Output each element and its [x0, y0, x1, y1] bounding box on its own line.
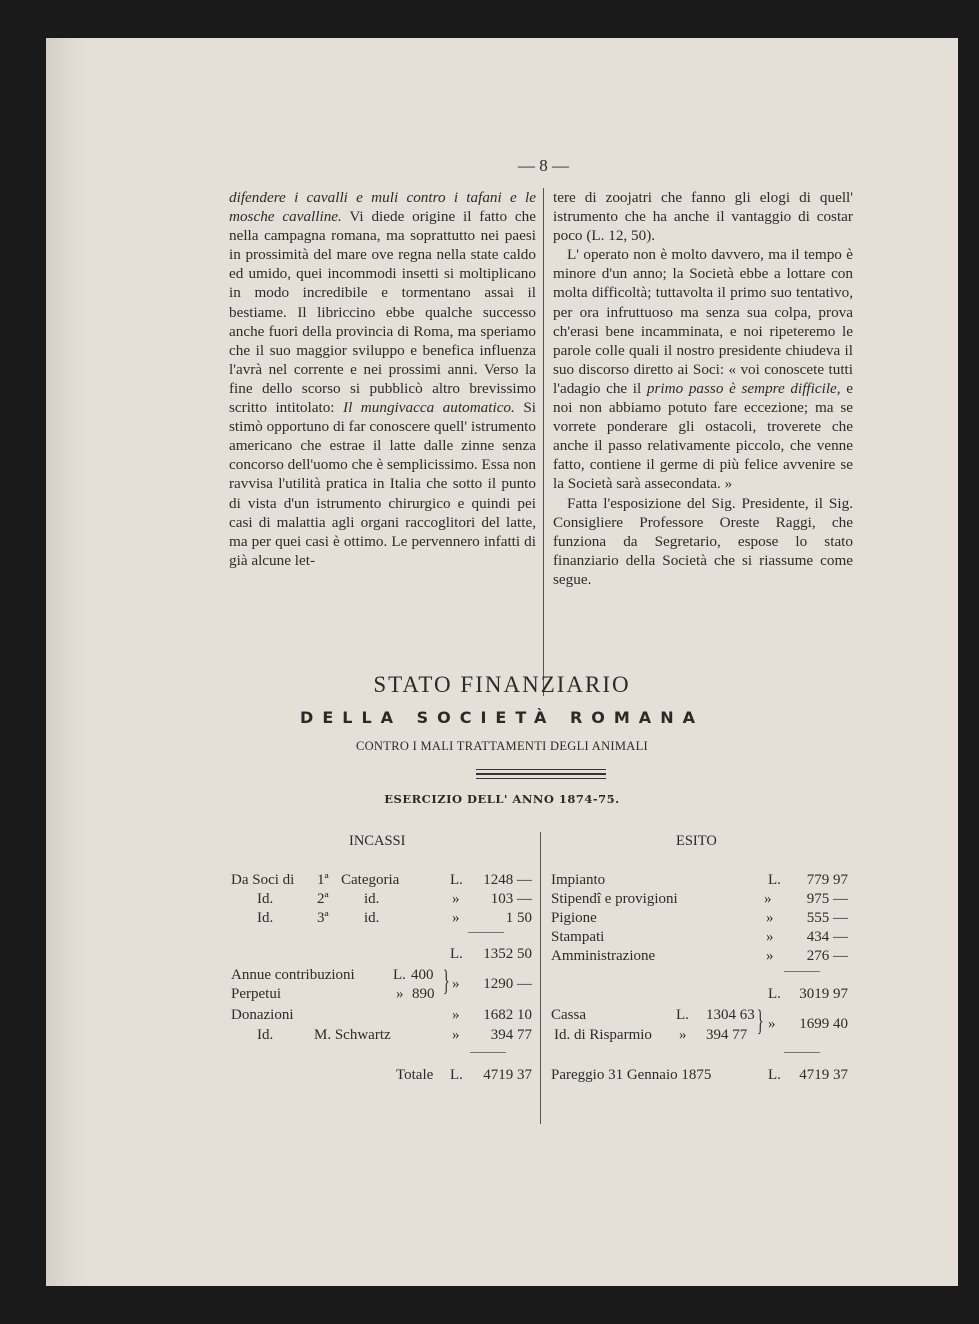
body-text: L' operato non è molto davvero, ma il tempo è minore d'un anno; la Società ebbe a lottare con molta difficoltà; tuttavolta il primo suo tentativo, per ora infruttuoso ma senza sua colpa, prova ch'erasi bene incamminata, e noi ripeteremo le parole colle quali il nostro presidente chiudeva il suo discorso diretto ai Soci: « voi conoscete tutti l'adagio che il: [553, 246, 853, 397]
sum-rule: ———: [784, 1044, 820, 1058]
donazioni-label: Donazioni: [231, 1007, 294, 1023]
paragraph: [553, 494, 853, 589]
brace: }: [442, 964, 450, 997]
esito-row-amount: 434 —: [806, 929, 848, 945]
pareggio-label: Pareggio 31 Gennaio 1875: [551, 1067, 712, 1083]
donazioni-amount: 1682 10: [483, 1007, 532, 1023]
contrib-currency: »: [452, 976, 460, 992]
cash-total: 1699 40: [799, 1016, 848, 1032]
totale-label: Totale: [396, 1067, 434, 1083]
pareggio-total: 4719 37: [799, 1067, 848, 1083]
annue-amount: 400: [411, 967, 434, 983]
esito-row-amount: 555 —: [806, 910, 848, 926]
pareggio-currency: L.: [768, 1067, 781, 1083]
cassa-label: Cassa: [551, 1007, 586, 1023]
esito-row-amount: 276 —: [806, 948, 848, 964]
paragraph: [553, 188, 853, 245]
perpetui-label: Perpetui: [231, 986, 281, 1002]
donazioni-currency: »: [452, 1007, 460, 1023]
cash-currency: »: [768, 1016, 776, 1032]
body-text: tere di zoojatri che fanno gli elogi di quell' istrumento che ha anche il vantaggio di costar poco (L. 12, 50).: [553, 189, 853, 245]
perpetui-currency: »: [396, 986, 404, 1002]
esito-row-label: Stampati: [551, 929, 605, 945]
incassi-row-amount: 1248 —: [483, 872, 532, 888]
body-text: Vi diede origine il fatto che nella campagna romana, ma soprattutto nei paesi in prossimità del mare ove regna nella state caldo ed umido, quei incommodi insetti si moltiplicano in modo incredibile e tormentano assai il bestiame. Il libriccino ebbe qualche successo anche fuori della provincia di Roma, ma speriamo che il suo maggior sviluppo e benefica influenza l'avrà nel corrente e nei prossimi anni. Verso la fine dello scorso si pubblicò altro brevissimo scritto intitolato:: [229, 208, 536, 417]
esito-header: ESITO: [676, 833, 717, 849]
left-text-column: [229, 188, 536, 570]
incassi-row-label: Id.: [257, 891, 274, 907]
annue-currency: L.: [393, 967, 406, 983]
decorative-rule: [476, 769, 606, 770]
esito-row-amount: 779 97: [806, 872, 848, 888]
italic-text: Il mungivacca automatico.: [343, 399, 515, 417]
incassi-row-type: Categoria: [341, 872, 400, 888]
esito-row-label: Stipendî e provigioni: [551, 891, 678, 907]
incassi-row-amount: 1 50: [505, 910, 532, 926]
cassa-currency: L.: [676, 1007, 689, 1023]
report-title: STATO FINANZIARIO: [373, 672, 631, 697]
incassi-row-cat: 2ª: [317, 891, 329, 907]
esito-row-currency: »: [766, 929, 774, 945]
page-number: — 8 —: [518, 156, 569, 175]
esito-row-currency: L.: [768, 872, 781, 888]
incassi-row-currency: »: [452, 891, 460, 907]
annue-contribuzioni-label: Annue contribuzioni: [231, 967, 355, 983]
incassi-row-type: id.: [364, 910, 380, 926]
incassi-row-currency: »: [452, 910, 460, 926]
incassi-row-cat: 1ª: [317, 872, 329, 888]
italic-text: difendere i cavalli e muli contro i tafani e le mosche cavalline.: [229, 189, 536, 226]
schwartz-currency: »: [452, 1027, 460, 1043]
incassi-row-currency: L.: [450, 872, 463, 888]
sum-rule: ———: [470, 1044, 506, 1058]
schwartz-amount: 394 77: [490, 1027, 532, 1043]
page-binding-shadow: [46, 38, 86, 1286]
esito-subtotal: 3019 97: [799, 986, 848, 1002]
esito-row-currency: »: [766, 910, 774, 926]
body-text: Si stimò opportuno di far conoscere quell' istrumento americano che estrae il latte dalle zinne senza concorso dell'uomo che è semplicissimo. Essa non ravvisa l'utilità pratica in Italia che sotto il punto di vista d'un istrumento chirurgico e quindi pei casi di malattia agli organi raccoglitori del latte, ma per quei casi è ottimo. Le pervennero infatti di già alcune let-: [229, 399, 536, 569]
schwartz-label: Id.: [257, 1027, 274, 1043]
incassi-header: INCASSI: [349, 833, 406, 849]
italic-text: primo passo è sempre difficile,: [646, 379, 841, 397]
incassi-row-label: Da Soci di: [231, 872, 295, 888]
esito-row-label: Amministrazione: [551, 948, 656, 964]
incassi-row-type: id.: [364, 891, 380, 907]
brace: }: [756, 1004, 764, 1037]
esito-row-label: Impianto: [551, 872, 606, 888]
risparmio-label: Id. di Risparmio: [554, 1027, 652, 1043]
contrib-total: 1290 —: [483, 976, 532, 992]
incassi-row-amount: 103 —: [490, 891, 532, 907]
sum-rule: ———: [784, 963, 820, 977]
esito-row-label: Pigione: [551, 910, 597, 926]
incassi-subtotal: 1352 50: [483, 946, 532, 962]
incassi-row-label: Id.: [257, 910, 274, 926]
decorative-rule: [476, 778, 606, 779]
esito-row-currency: »: [766, 948, 774, 964]
esito-row-currency: »: [764, 891, 772, 907]
incassi-subtotal-currency: L.: [450, 946, 463, 962]
totale-currency: L.: [450, 1067, 463, 1083]
body-text: Fatta l'esposizione del Sig. Presidente, il Sig. Consigliere Professore Oreste Raggi, che funziona da Segretario, espose lo stato finanziario della Società che si riassume come segue.: [553, 494, 853, 588]
paragraph: [553, 245, 853, 493]
risparmio-currency: »: [679, 1027, 687, 1043]
cassa-amount: 1304 63: [706, 1007, 755, 1023]
report-subtitle: DELLA SOCIETÀ ROMANA: [300, 708, 704, 727]
schwartz-name: M. Schwartz: [314, 1027, 391, 1043]
scanned-page: [46, 38, 958, 1286]
body-text: e noi non abbiamo potuto fare eccezione; ma se vorrete ponderare gli ostacoli, troverete che anche il passo relativamente piccolo, che venne fatto, contiene il germe di più felice avvenire se la Società sarà assecondata. »: [553, 379, 853, 493]
column-divider: [543, 188, 544, 696]
totale-amount: 4719 37: [483, 1067, 532, 1083]
esito-subtotal-currency: L.: [768, 986, 781, 1002]
esito-row-amount: 975 —: [806, 891, 848, 907]
table-divider: [540, 832, 541, 1124]
incassi-row-cat: 3ª: [317, 910, 329, 926]
risparmio-amount: 394 77: [706, 1027, 748, 1043]
perpetui-amount: 890: [412, 986, 435, 1002]
decorative-rule-thick: [476, 773, 606, 775]
sum-rule: ———: [468, 924, 504, 938]
right-text-column: [553, 188, 853, 589]
fiscal-year-heading: ESERCIZIO DELL' ANNO 1874-75.: [384, 792, 620, 806]
paragraph: [229, 188, 536, 570]
report-subtitle-secondary: CONTRO I MALI TRATTAMENTI DEGLI ANIMALI: [355, 739, 649, 753]
